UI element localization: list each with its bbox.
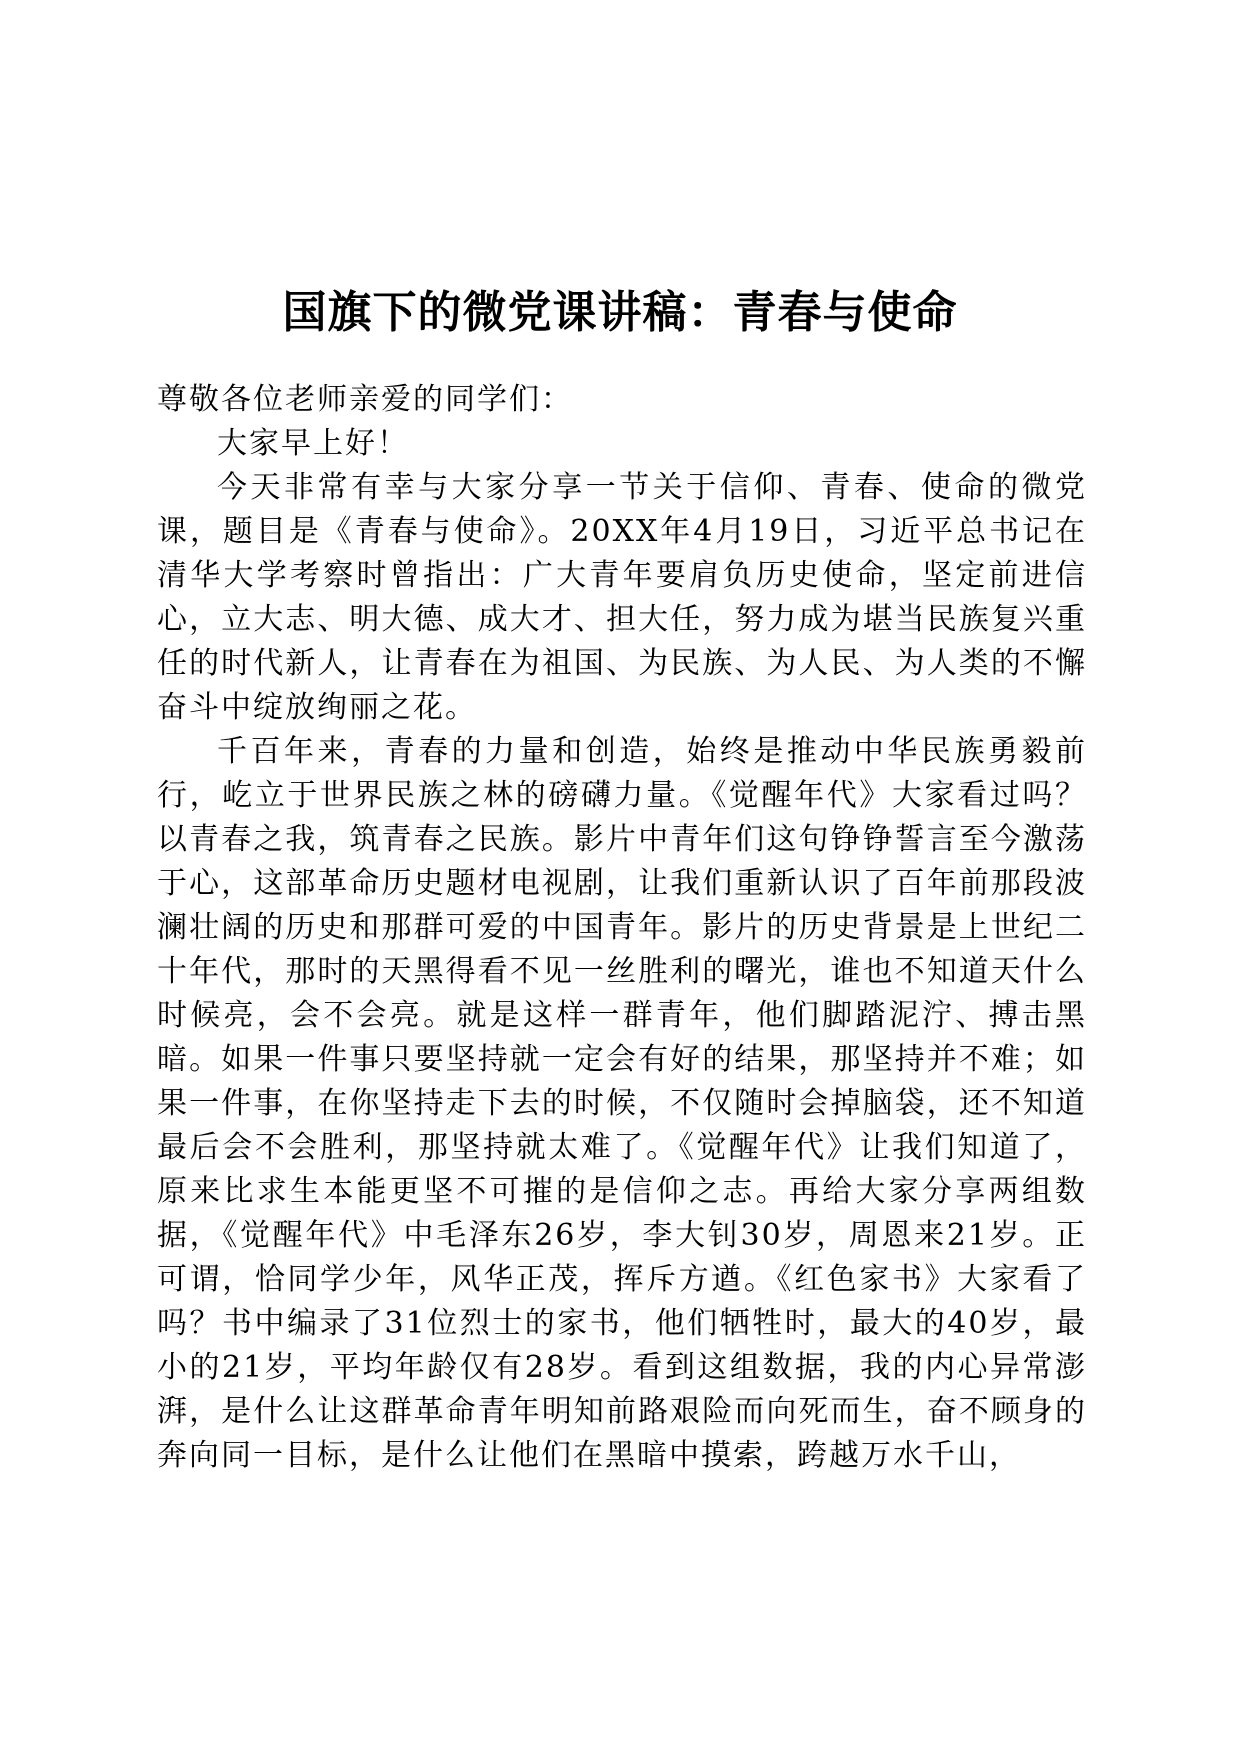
paragraph-history: 千百年来，青春的力量和创造，始终是推动中华民族勇毅前行，屹立于世界民族之林的磅礴力量。《觉醒年代》大家看过吗？以青春之我，筑青春之民族。影片中青年们这句铮铮誓言至今激荡于心，这部革命历史题材电视剧，让我们重新认识了百年前那段波澜壮阔的历史和那群可爱的中国青年。影片的历史背景是上世纪二十年代，那时的天黑得看不见一丝胜利的曙光，谁也不知道天什么时候亮，会不会亮。就是这样一群青年，他们脚踏泥泞、搏击黑暗。如果一件事只要坚持就一定会有好的结果，那坚持并不难；如果一件事，在你坚持走下去的时候，不仅随时会掉脑袋，还不知道最后会不会胜利，那坚持就太难了。《觉醒年代》让我们知道了，原来比求生本能更坚不可摧的是信仰之志。再给大家分享两组数据，《觉醒年代》中毛泽东26岁，李大钊30岁，周恩来21岁。正可谓，恰同学少年，风华正茂，挥斥方遒。《红色家书》大家看了吗？书中编录了31位烈士的家书，他们牺牲时，最大的40岁，最小的21岁，平均年龄仅有28岁。看到这组数据，我的内心异常澎湃，是什么让这群革命青年明知前路艰险而向死而生，奋不顾身的奔向同一目标，是什么让他们在黑暗中摸索，跨越万水千山，: [157, 734, 1087, 1473]
document-body: [157, 378, 1087, 1478]
page-title: 国旗下的微党课讲稿：青春与使命: [282, 287, 958, 339]
salutation: 尊敬各位老师亲爱的同学们：: [157, 382, 573, 417]
paragraph-greeting: 大家早上好！: [217, 426, 409, 461]
paragraph-intro: 今天非常有幸与大家分享一节关于信仰、青春、使命的微党课，题目是《青春与使命》。20XX年4月19日，习近平总书记在清华大学考察时曾指出：广大青年要肩负历史使命，坚定前进信心，立大志、明大德、成大才、担大任，努力成为堪当民族复兴重任的时代新人，让青春在为祖国、为民族、为人民、为人类的不懈奋斗中绽放绚丽之花。: [157, 470, 1087, 725]
